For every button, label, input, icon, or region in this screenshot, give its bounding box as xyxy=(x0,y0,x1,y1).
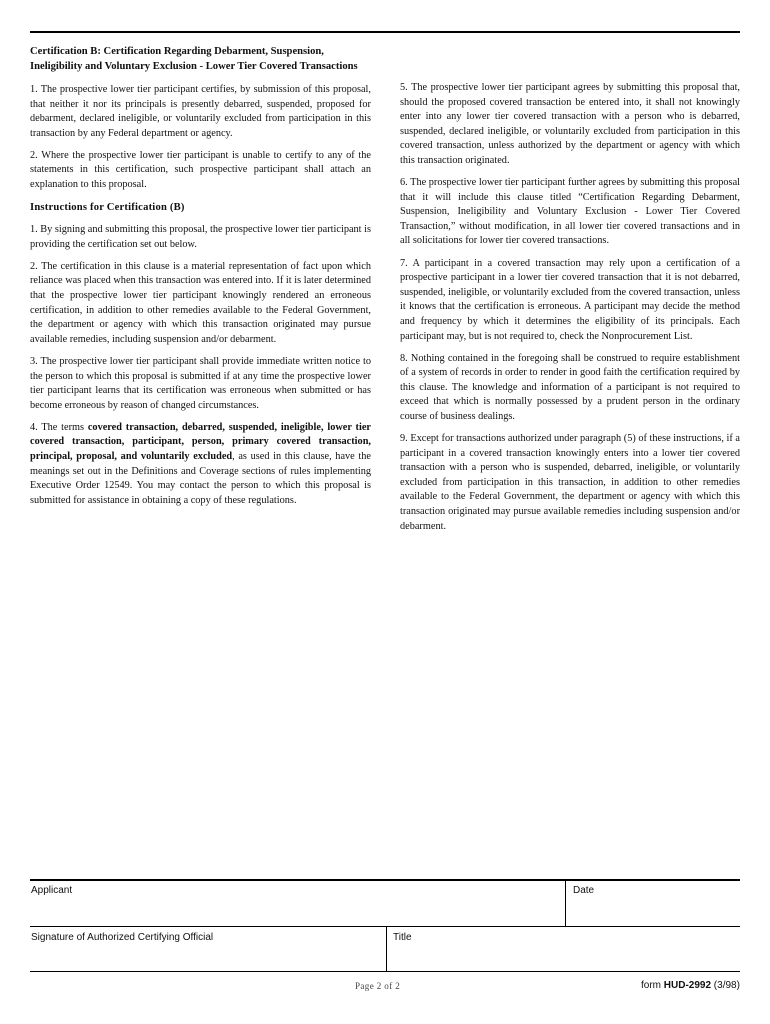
right-paragraph-9: 9. Except for transactions authorized under paragraph (5) of these instructions, if a participant in a covered transaction knowingly enters into a lower tier covered transaction with a person who is suspended, debarred, ineligible, or voluntarily excluded from participation in this transaction, in addition to other remedies available to the Federal Government, the department or agency with which this transaction originated may pursue available remedies including suspension and/or debarment. xyxy=(400,433,740,532)
instruction-paragraph-2: 2. The certification in this clause is a material representation of fact upon which reliance was placed when this transaction was entered into. If it is later determined that the prospective lower tier participant knowingly rendered an erroneous certification, in addition to other remedies available to the Federal Government, the department or agency with which this transaction originated may pursue available remedies, including suspension and/or debarment. xyxy=(30,260,371,345)
signature-title-divider xyxy=(386,926,387,972)
applicant-date-divider xyxy=(565,879,566,927)
title-label: Title xyxy=(393,932,412,943)
left-paragraph-1: 1. The prospective lower tier participant certifies, by submission of this proposal, that neither it nor its principals is presently debarred, suspended, proposed for debarment, declared ineligible, or voluntarily excluded from participation in this transaction by any Federal department or agency. xyxy=(30,84,371,139)
right-paragraph-7: 7. A participant in a covered transaction may rely upon a certification of a prospective participant in a lower tier covered transaction that it is not debarred, suspended, ineligible, or voluntarily excluded from the covered transaction, unless it knows that the certification is erroneous. A participant may decide the method and frequency by which it determines the eligibility of its principals. Each participant may, but is not required to, check the Nonprocurement List. xyxy=(400,257,740,342)
instruction-paragraph-1: 1. By signing and submitting this proposal, the prospective lower tier participant is providing the certification set out below. xyxy=(30,224,371,250)
date-label: Date xyxy=(573,885,595,896)
right-paragraph-8: 8. Nothing contained in the foregoing shall be construed to require establishment of a system of records in order to render in good faith the certification required by this clause. The knowledge and information of a participant is not required to exceed that which is normally possessed by a prudent person in the ordinary course of business dealings. xyxy=(400,352,740,422)
date-field[interactable] xyxy=(567,898,739,925)
signature-row-bottom-rule xyxy=(30,971,740,972)
form-date: (3/98) xyxy=(711,980,740,991)
right-paragraph-6: 6. The prospective lower tier participant further agrees by submitting this proposal that it will include this clause titled “Certification Regarding Debarment, Suspension, Ineligibility and Voluntary Exclusion - Lower Tier Covered Transaction,” without modification, in all lower tier covered transactions and in all solicitations for lower tier covered transactions. xyxy=(400,177,740,247)
para4-defined-terms: covered transaction, debarred, suspended, ineligible, lower tier covered transaction, participant, person, primary covered transaction, principal, proposal, and voluntarily excluded xyxy=(30,421,371,462)
left-column xyxy=(30,44,371,516)
form-number: HUD-2992 xyxy=(663,980,712,991)
left-paragraph-2: 2. Where the prospective lower tier participant is unable to certify to any of the statements in this certification, such prospective participant shall attach an explanation to this proposal. xyxy=(30,149,371,191)
form-identifier xyxy=(641,980,740,991)
applicant-field[interactable] xyxy=(30,898,564,925)
right-paragraph-5: 5. The prospective lower tier participant agrees by submitting this proposal that, should the proposed covered transaction be entered into, it shall not knowingly enter into any lower tier covered transaction with a person who is debarred, suspended, declared ineligible, or voluntarily excluded from participation in this covered transaction, unless authorized by the department or agency with which this transaction originated. xyxy=(400,82,740,166)
signature-block-top-rule xyxy=(30,879,740,881)
instruction-paragraph-3: 3. The prospective lower tier participant shall provide immediate written notice to the person to which this proposal is submitted if at any time the prospective lower tier participant learns that its certification was erroneous when submitted or has become erroneous by reason of changed circumstances. xyxy=(30,355,371,411)
para4-prefix: 4. The terms xyxy=(30,421,88,433)
top-rule xyxy=(30,31,740,33)
signature-field[interactable] xyxy=(30,945,385,970)
form-prefix: form xyxy=(641,980,664,991)
applicant-row-bottom-rule xyxy=(30,926,740,927)
instructions-heading: Instructions for Certification (B) xyxy=(30,202,185,214)
right-column xyxy=(400,81,740,542)
page-number: Page 2 of 2 xyxy=(355,981,401,991)
instruction-paragraph-4 xyxy=(30,421,371,509)
applicant-label: Applicant xyxy=(31,885,73,896)
signature-label: Signature of Authorized Certifying Official xyxy=(31,932,214,943)
title-field[interactable] xyxy=(388,945,739,970)
certification-heading: Certification B: Certification Regarding Debarment, Suspension, Ineligibility and Voluntary Exclusion - Lower Tier Covered Transactions xyxy=(30,46,358,72)
para4-suffix: , as used in this clause, have the meanings set out in the Definitions and Coverage sections of rules implementing Executive Order 12549. You may contact the person to which this proposal is submitted for assistance in obtaining a copy of these regulations. xyxy=(30,450,371,506)
